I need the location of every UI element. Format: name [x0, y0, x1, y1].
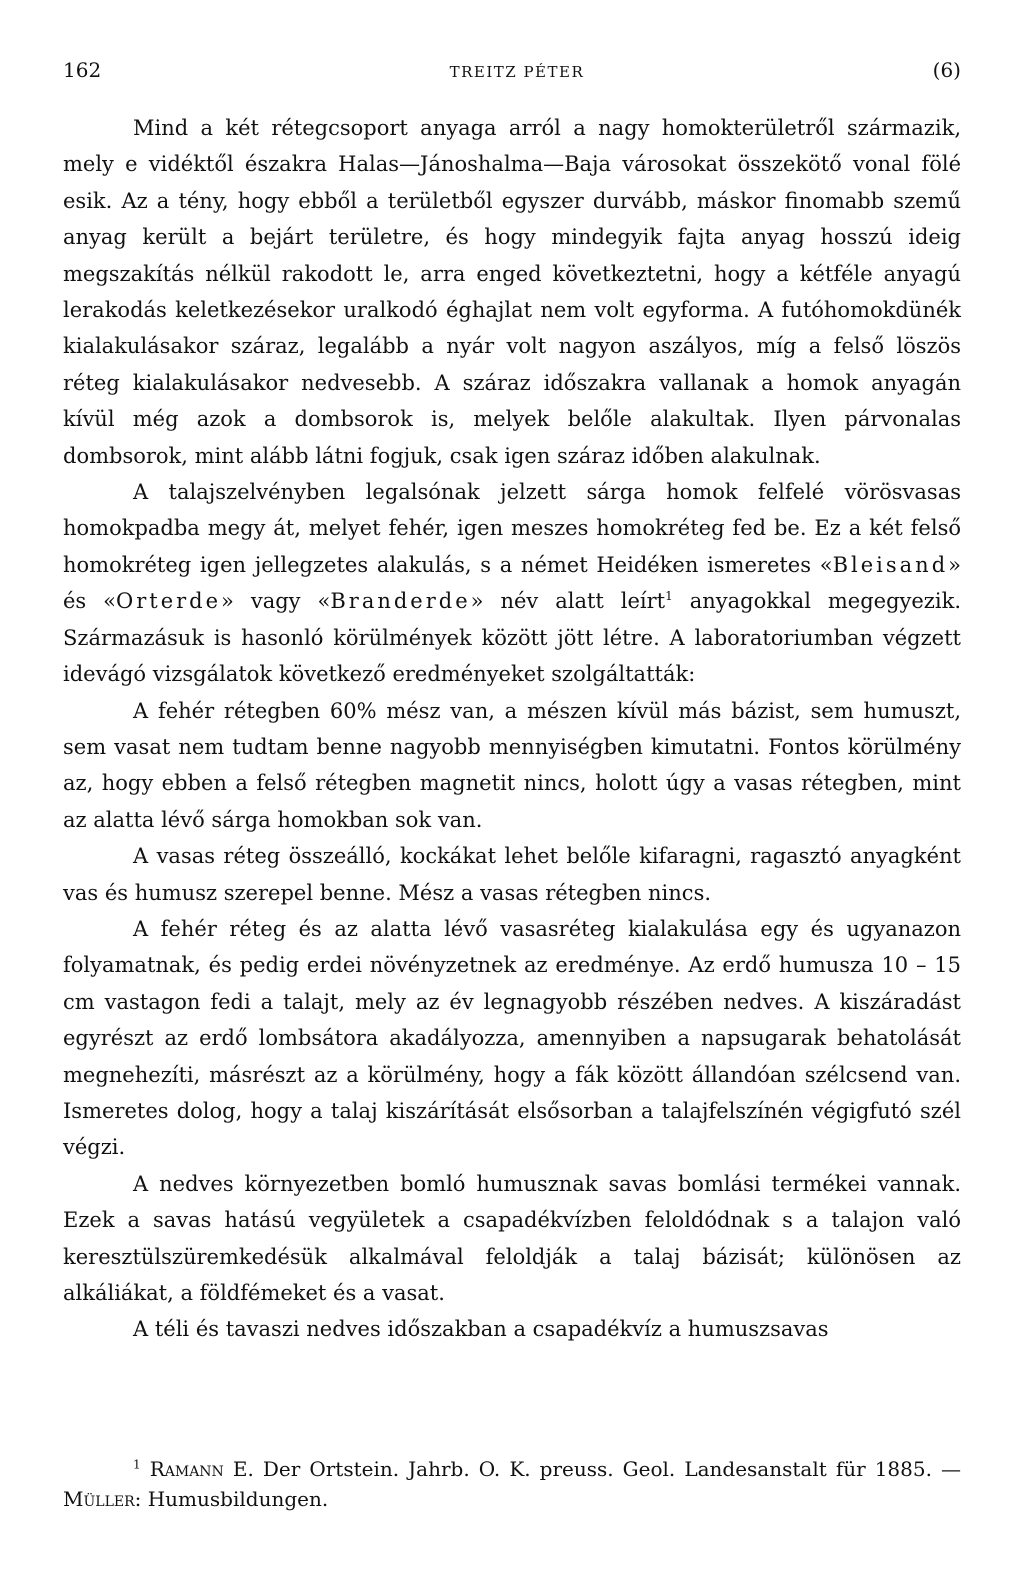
footnote-author: Müller: [63, 1487, 135, 1511]
running-title: TREITZ PÉTER: [449, 63, 585, 81]
paragraph: A vasas réteg összeálló, kockákat lehet belőle kifaragni, ragasztó anyagként vas és humusz szerepel benne. Mész a vasas rétegben nincs.: [63, 844, 961, 905]
footnote-marker: 1: [133, 1457, 141, 1472]
footnotes: [63, 1454, 961, 1514]
term-orterde: Orterde: [116, 589, 222, 614]
paragraph: A nedves környezetben bomló humusznak savas bomlási termékei vannak. Ezek a savas hatású vegyületek a csapadékvízben feloldódnak s a talajon való keresztülszüremkedésük alkalmával feloldják a talaj bázisát; különösen az alkáliákat, a földfémeket és a vasat.: [63, 1171, 961, 1305]
text-run: » név alatt leírt: [470, 589, 666, 614]
footnote-reference: 1: [665, 589, 673, 604]
page-number: 162: [63, 58, 102, 82]
text-run: anyagokkal megegyezik. Származásuk is hasonló körülmények között jött létre. A laboratoriumban végzett idevágó vizsgálatok következő eredményeket szolgáltatták:: [63, 589, 961, 687]
term-bleisand: Bleisand: [832, 552, 949, 577]
footnote-text: : Humusbildungen.: [134, 1487, 329, 1511]
footnote-author: Ramann: [149, 1457, 224, 1481]
paragraph: A fehér rétegben 60% mész van, a mészen kívül más bázist, sem humuszt, sem vasat nem tudtam benne nagyobb mennyiségben kimutatni. Fontos körülmény az, hogy ebben a felső rétegben magnetit nincs, holott úgy a vasas rétegben, mint az alatta lévő sárga homokban sok van.: [63, 698, 961, 832]
paragraph: [63, 110, 961, 474]
text-run: Mind a két rétegcsoport anyaga arról a nagy homokterületről származik, mely e vidéktől északra Halas—Jánoshalma—Baja városokat összekötő vonal fölé esik. Az a tény, hogy ebből a területből egyszer durvább, máskor finomabb szemű anyag került a bejárt területr: [63, 116, 961, 250]
text-run: A talajszelvényben legalsónak jelzett sárga homok felfelé vörösvasas homokpadba megy át, melyet fehér, igen meszes homokréteg fed be. Ez a két felső homokréteg igen jellegzetes alakulás, s a német Heidéken ismeretes «: [63, 480, 961, 577]
paragraph: A téli és tavaszi nedves időszakban a csapadékvíz a humuszsavas: [133, 1317, 829, 1342]
term-branderde: Branderde: [330, 589, 471, 614]
paragraph: [63, 474, 961, 692]
text-run: » és «: [63, 552, 961, 614]
footnote: [63, 1454, 961, 1514]
running-header: [63, 58, 961, 82]
section-number: (6): [932, 58, 961, 82]
text-run: , és hogy mindegyik fajta anyag hosszú ideig megszakítás nélkül rakodott le, arra enged következtetni, hogy a kétféle anyagú lerakodás keletkezésekor uralkodó éghajlat nem volt egyforma. A futóhomokdünék kialakulásakor száraz, legalább a nyár volt nagyon aszályos, míg a felső löszös réteg kialakulásakor nedvesebb. A száraz időszakra vallanak a homok anyagán kívül még azok a dombsorok is, melyek belőle alakultak. Ilyen párvonalas dombsorok, mint alább látni fogjuk, csak igen száraz időben alakulnak.: [63, 225, 961, 468]
paragraph: A fehér réteg és az alatta lévő vasasréteg kialakulása egy és ugyanazon folyamatnak, és pedig erdei növényzetnek az eredménye. Az erdő humusza 10 – 15 cm vastagon fedi a talajt, mely az év legnagyobb részében nedves. A kiszáradást egyrészt az erdő lombsátora akadályozza, amennyiben a napsugarak behatolását megnehezíti, másrészt az a körülmény, hogy a fák között állandóan szélcsend van. Ismeretes dolog, hogy a talaj kiszárítását elsősorban a talajfelszínén végigfutó szél végzi.: [63, 916, 961, 1160]
footnote-text: E. Der Ortstein. Jahrb. O. K. preuss. Geol. Landesanstalt für 1885. —: [223, 1457, 961, 1481]
text-run: » vagy «: [221, 589, 331, 614]
text-run: e: [410, 225, 424, 250]
body-text: [63, 110, 961, 1348]
